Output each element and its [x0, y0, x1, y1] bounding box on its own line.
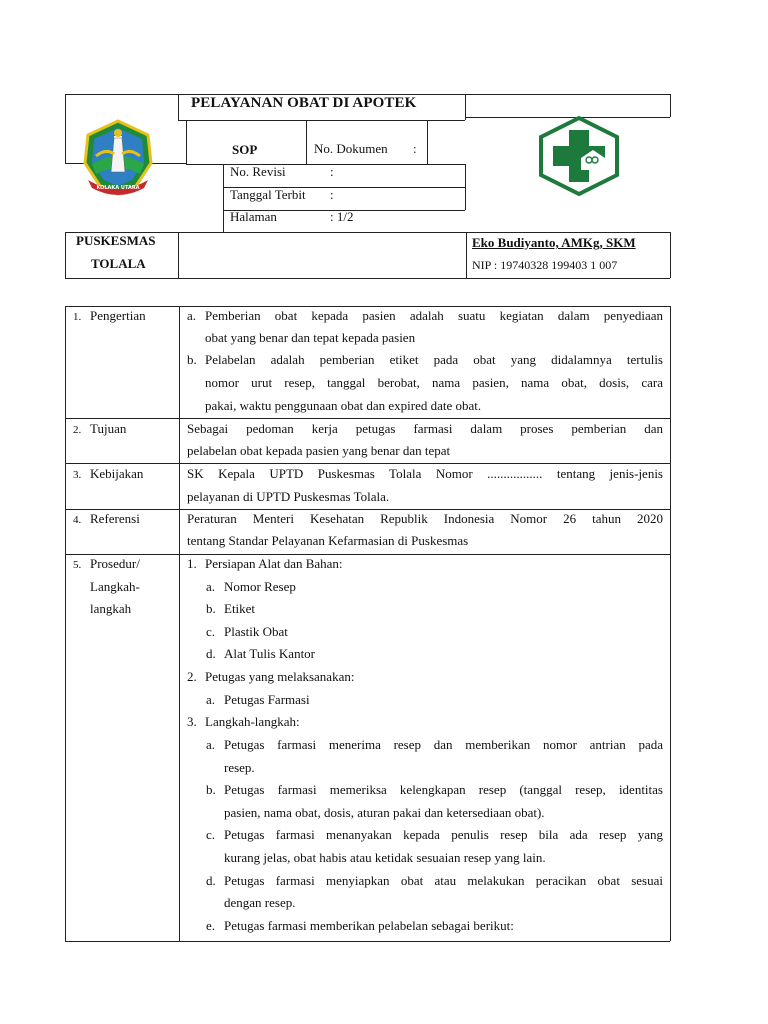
tanggal-terbit-label: Tanggal Terbit — [230, 187, 306, 202]
list-item: Petugas farmasi memberikan pelabelan sebagai berikut: — [224, 918, 514, 933]
list-item-continued: kurang jelas, obat habis atau ketidak sesuaian resep yang lain. — [224, 850, 546, 865]
list-item: Etiket — [224, 601, 256, 616]
pengertian-a-line1: Pemberian obat kepada pasien adalah suatu kegiatan dalam penyediaan — [205, 308, 663, 323]
no-dokumen-label: No. Dokumen — [314, 141, 388, 156]
section-label-kebijakan: Kebijakan — [90, 466, 144, 481]
list-item-continued: pasien, nama obat, dosis, aturan pakai dan ketersediaan obat). — [224, 805, 545, 820]
no-revisi-label: No. Revisi — [230, 164, 286, 179]
halaman-label: Halaman — [230, 209, 277, 224]
section-number: 1. — [73, 311, 82, 323]
list-marker: e. — [206, 918, 216, 933]
list-item: Petugas farmasi memeriksa kelengkapan resep (tanggal resep, identitas — [224, 782, 663, 797]
pengertian-a-line2: obat yang benar dan tepat kepada pasien — [205, 330, 416, 345]
no-revisi-separator: : — [330, 164, 334, 179]
kebijakan-line2: pelayanan di UPTD Puskesmas Tolala. — [187, 489, 390, 504]
list-marker: a. — [206, 737, 216, 752]
referensi-line2: tentang Standar Pelayanan Kefarmasian di Puskesmas — [187, 533, 469, 548]
sop-label: SOP — [232, 142, 258, 157]
list-item-continued: dengan resep. — [224, 895, 296, 910]
pengertian-b-line2: nomor urut resep, tanggal berobat, nama pasien, nama obat, dosis, cara — [205, 375, 663, 390]
list-marker: a. — [206, 692, 216, 707]
referensi-line1: Peraturan Menteri Kesehatan Republik Indonesia Nomor 26 tahun 2020 — [187, 511, 663, 526]
step-number: 1. — [187, 556, 197, 571]
list-item: Plastik Obat — [224, 624, 288, 639]
list-marker: a. — [187, 308, 197, 323]
list-item: Petugas Farmasi — [224, 692, 310, 707]
tanggal-terbit-separator: : — [330, 187, 334, 202]
pengertian-b-line1: Pelabelan adalah pemberian etiket pada obat yang didalamnya tertulis — [205, 352, 663, 367]
crest-banner-text: KOLAKA UTARA — [96, 185, 140, 191]
page-title: PELAYANAN OBAT DI APOTEK — [191, 95, 417, 111]
section-number: 3. — [73, 469, 82, 481]
section-number: 4. — [73, 514, 82, 526]
list-item: Petugas farmasi menerima resep dan memberikan nomor antrian pada — [224, 737, 663, 752]
list-marker: c. — [206, 624, 216, 639]
step-title: Petugas yang melaksanakan: — [205, 669, 355, 684]
section-number: 2. — [73, 424, 82, 436]
list-item-continued: resep. — [224, 760, 255, 775]
list-marker: b. — [206, 782, 216, 797]
tujuan-line1: Sebagai pedoman kerja petugas farmasi dalam proses pemberian dan — [187, 421, 663, 436]
signer-nip: NIP : 19740328 199403 1 007 — [472, 258, 618, 272]
step-number: 3. — [187, 714, 197, 729]
pengertian-b-line3: pakai, waktu penggunaan obat dan expired date obat. — [205, 398, 482, 413]
section-number: 5. — [73, 559, 82, 571]
step-title: Langkah-langkah: — [205, 714, 300, 729]
step-number: 2. — [187, 669, 197, 684]
org-name-line1: PUSKESMAS — [76, 233, 156, 248]
list-item: Petugas farmasi menyiapkan obat atau melakukan peracikan obat sesuai — [224, 873, 663, 888]
section-label-referensi: Referensi — [90, 511, 140, 526]
no-dokumen-separator: : — [413, 141, 417, 156]
section-label-pengertian: Pengertian — [90, 308, 146, 323]
list-item: Alat Tulis Kantor — [224, 646, 316, 661]
kebijakan-line1: SK Kepala UPTD Puskesmas Tolala Nomor ................. tentang jenis-jenis — [187, 466, 663, 481]
halaman-value: : 1/2 — [330, 209, 354, 224]
section-label-prosedur: Prosedur/ — [90, 556, 140, 571]
list-item: Petugas farmasi menanyakan kepada penulis resep bila ada resep yang — [224, 827, 663, 842]
list-marker: d. — [206, 873, 216, 888]
regency-crest-icon — [78, 118, 158, 198]
list-item: Nomor Resep — [224, 579, 296, 594]
section-label-prosedur: langkah — [90, 601, 132, 616]
org-name-line2: TOLALA — [91, 256, 146, 271]
list-marker: d. — [206, 646, 216, 661]
section-label-prosedur: Langkah- — [90, 579, 140, 594]
tujuan-line2: pelabelan obat kepada pasien yang benar dan tepat — [187, 443, 451, 458]
section-label-tujuan: Tujuan — [90, 421, 127, 436]
signer-name: Eko Budiyanto, AMKg, SKM — [472, 235, 636, 250]
puskesmas-cross-icon — [539, 116, 619, 196]
list-marker: c. — [206, 827, 216, 842]
list-marker: b. — [187, 352, 197, 367]
step-title: Persiapan Alat dan Bahan: — [205, 556, 343, 571]
list-marker: b. — [206, 601, 216, 616]
list-marker: a. — [206, 579, 216, 594]
